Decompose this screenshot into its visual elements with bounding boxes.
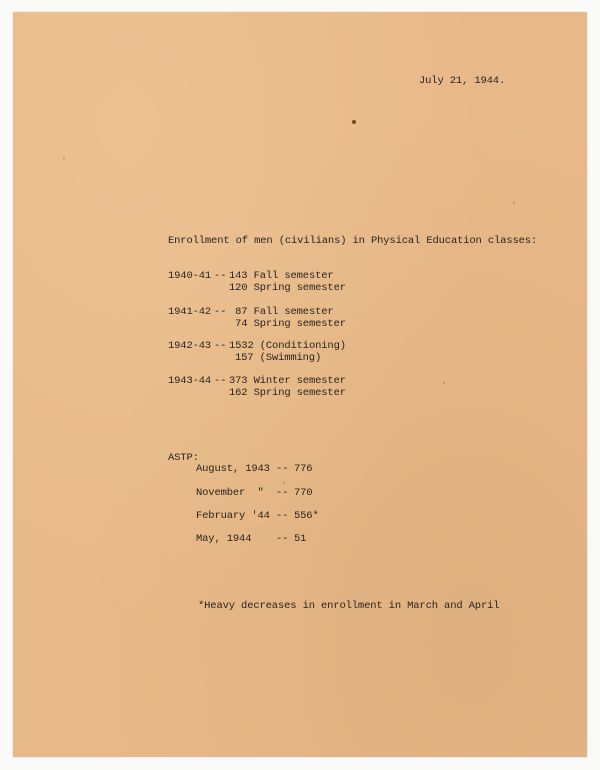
enrollment-line: 74 Spring semester: [229, 318, 346, 330]
astp-period: November ": [196, 487, 264, 499]
astp-period: February '44: [196, 510, 270, 522]
astp-dash: --: [276, 533, 289, 545]
typewritten-page: [13, 12, 587, 757]
year-dash: --: [214, 306, 227, 318]
astp-count: 51: [294, 533, 307, 545]
enrollment-heading: Enrollment of men (civilians) in Physical Education classes:: [168, 235, 538, 247]
letter-date: July 21, 1944.: [419, 75, 506, 87]
paper-speck: [283, 482, 285, 484]
year-dash: --: [214, 270, 227, 282]
enrollment-line: 120 Spring semester: [229, 282, 346, 294]
enrollment-line: 162 Spring semester: [229, 387, 346, 399]
ink-dot: [352, 120, 356, 124]
year-dash: --: [214, 340, 227, 352]
astp-period: May, 1944: [196, 533, 252, 545]
astp-dash: --: [276, 463, 289, 475]
paper-speck: [513, 202, 515, 204]
astp-count: 770: [294, 487, 313, 499]
paper-speck: [63, 157, 65, 159]
year-dash: --: [214, 375, 227, 387]
year-1943-44: 1943-44: [168, 375, 212, 387]
enrollment-line: 143 Fall semester: [229, 270, 334, 282]
enrollment-line: 87 Fall semester: [229, 306, 334, 318]
year-1942-43: 1942-43: [168, 340, 212, 352]
paper-speck: [443, 382, 445, 384]
astp-dash: --: [276, 510, 289, 522]
enrollment-line: 1532 (Conditioning): [229, 340, 346, 352]
footnote: *Heavy decreases in enrollment in March and April: [198, 600, 500, 612]
astp-period: August, 1943: [196, 463, 270, 475]
astp-count: 556*: [294, 510, 319, 522]
astp-label: ASTP:: [168, 452, 199, 464]
enrollment-line: 157 (Swimming): [235, 352, 322, 364]
astp-count: 776: [294, 463, 313, 475]
astp-dash: --: [276, 487, 289, 499]
year-1940-41: 1940-41: [168, 270, 212, 282]
enrollment-line: 373 Winter semester: [229, 375, 346, 387]
year-1941-42: 1941-42: [168, 306, 212, 318]
